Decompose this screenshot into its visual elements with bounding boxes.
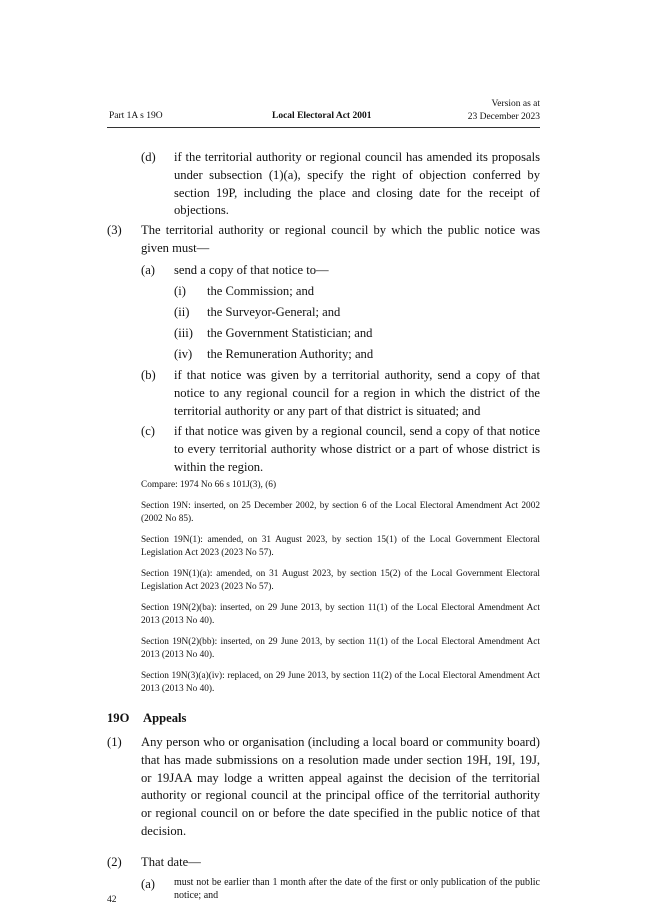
history-note: Section 19N: inserted, on 25 December 2002, by section 6 of the Local Electoral Amendment Act 2002 (2002 No 85). (141, 501, 540, 524)
section-title: Appeals (143, 711, 187, 725)
subpara-text-3a-i: the Commission; and (207, 284, 315, 298)
history-note: Section 19N(2)(bb): inserted, on 29 June 2013, by section 11(1) of the Local Electoral Amendment Act 2013 (2013 No 40). (141, 637, 540, 660)
para-label-2d: (d) (141, 150, 156, 164)
para-text-2d: if the territorial authority or regional council has amended its proposals under subsection (1)(a), specify the right of objection conferred by section 19P, including the place and closing date for the receipt of objections. (174, 150, 540, 218)
para-label-3b: (b) (141, 368, 156, 382)
running-header-part: Part 1A s 19O (109, 111, 163, 121)
history-note: Section 19N(1): amended, on 31 August 2023, by section 15(1) of the Local Government Electoral Legislation Act 2023 (2023 No 57). (141, 535, 540, 558)
para-label-3a: (a) (141, 263, 155, 277)
subpara-label-3a-ii: (ii) (174, 305, 190, 319)
compare-note: Compare: 1974 No 66 s 101J(3), (6) (141, 480, 277, 490)
version-label: Version as at (491, 99, 540, 109)
section-number: 19O (107, 711, 130, 725)
subsection-label-19o-1: (1) (107, 735, 122, 749)
subpara-label-3a-iii: (iii) (174, 326, 193, 340)
subpara-label-3a-iv: (iv) (174, 347, 193, 361)
para-text-3c: if that notice was given by a regional council, send a copy of that notice to every territorial authority whose district or a part of whose district is within the region. (174, 424, 540, 474)
para-text-19o-2a: must not be earlier than 1 month after the date of the first or only publication of the public notice; and (174, 877, 540, 901)
section-heading (107, 711, 186, 726)
subsection-label-19o-2: (2) (107, 855, 122, 869)
version-date: 23 December 2023 (467, 112, 540, 122)
subsection-label-3: (3) (107, 223, 122, 237)
running-header-title: Local Electoral Act 2001 (272, 111, 372, 121)
subpara-text-3a-ii: the Surveyor-General; and (207, 305, 341, 319)
page-number: 42 (107, 895, 117, 905)
subpara-text-3a-iv: the Remuneration Authority; and (207, 347, 374, 361)
para-text-3b: if that notice was given by a territorial authority, send a copy of that notice to any regional council for a region in which the district of the territorial authority or any part of that district is situated; and (174, 368, 540, 418)
header-rule (107, 127, 540, 128)
subsection-text-3: The territorial authority or regional council by which the public notice was given must— (141, 223, 540, 255)
history-note: Section 19N(1)(a): amended, on 31 August 2023, by section 15(2) of the Local Government Electoral Legislation Act 2023 (2023 No 57). (141, 569, 540, 592)
para-text-3a: send a copy of that notice to— (174, 263, 329, 277)
subpara-text-3a-iii: the Government Statistician; and (207, 326, 373, 340)
para-label-19o-2a: (a) (141, 877, 155, 891)
para-label-3c: (c) (141, 424, 155, 438)
subpara-label-3a-i: (i) (174, 284, 186, 298)
subsection-text-19o-1: Any person who or organisation (including a local board or community board) that has made submissions on a resolution made under section 19H, 19I, 19J, or 19JAA may lodge a written appeal against the decision of the territorial authority or regional council at the principal office of the territorial authority or regional council on or before the date specified in the public notice of that decision. (141, 735, 540, 838)
history-note: Section 19N(3)(a)(iv): replaced, on 29 June 2013, by section 11(2) of the Local Electoral Amendment Act 2013 (2013 No 40). (141, 671, 540, 694)
history-note: Section 19N(2)(ba): inserted, on 29 June 2013, by section 11(1) of the Local Electoral Amendment Act 2013 (2013 No 40). (141, 603, 540, 626)
subsection-text-19o-2: That date— (141, 855, 201, 869)
running-header-version (468, 98, 540, 124)
